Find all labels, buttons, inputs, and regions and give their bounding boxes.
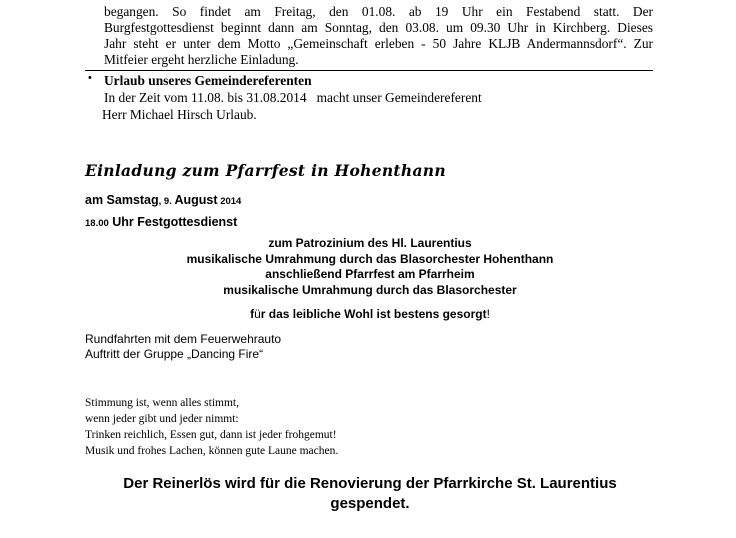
urlaub-text-line: Herr Michael Hirsch Urlaub. — [102, 107, 257, 122]
catering-text: ü — [254, 307, 261, 321]
poem — [85, 395, 338, 459]
paragraph-line: Mitfeier ergeht herzliche Einladung. — [104, 52, 299, 67]
time-text: Uhr Festgottesdienst — [108, 215, 238, 229]
date-prefix: am Samstag — [85, 193, 159, 207]
program-line: zum Patrozinium des Hl. Laurentius — [268, 236, 472, 250]
time-value: 18.00 — [85, 218, 109, 229]
paragraph-line: Jahr steht er unter dem Motto „Gemeinschaft erleben - 50 Jahre KLJB Andermannsdorf“. Zur — [104, 36, 653, 51]
poem-line: wenn jeder gibt und jeder nimmt: — [85, 413, 239, 425]
closing-line: gespendet. — [330, 495, 410, 512]
catering-text: r das leibliche Wohl ist bestens gesorgt — [260, 307, 487, 321]
date-year: 2014 — [217, 196, 242, 207]
urlaub-text-line: In der Zeit vom 11.08. bis 31.08.2014 macht unser Gemeindereferent — [104, 90, 482, 105]
program-line: anschließend Pfarrfest am Pfarrheim — [265, 267, 475, 281]
date-day: , 9. — [158, 196, 175, 207]
closing-statement — [60, 474, 680, 514]
catering-text: f — [250, 307, 255, 321]
extra-activity: Auftritt der Gruppe „Dancing Fire“ — [85, 347, 264, 361]
poem-line: Trinken reichlich, Essen gut, dann ist jeder frohgemut! — [85, 429, 337, 441]
poem-line: Musik und frohes Lachen, können gute Laune machen. — [85, 445, 339, 457]
section-divider — [85, 70, 653, 71]
invitation-title: Einladung zum Pfarrfest in Hohenthann — [85, 161, 446, 180]
poem-line: Stimmung ist, wenn alles stimmt, — [85, 397, 239, 409]
paragraph-line: Burgfestgottesdienst beginnt dann am Sonntag, den 03.08. um 09.30 Uhr in Kirchberg. Dieses — [104, 20, 653, 35]
paragraph-line: begangen. So findet am Freitag, den 01.08. ab 19 Uhr ein Festabend statt. Der — [104, 4, 653, 19]
catering-note — [100, 307, 640, 321]
event-date — [85, 193, 241, 207]
date-month: August — [174, 193, 218, 207]
program-block — [100, 236, 640, 298]
program-line: musikalische Umrahmung durch das Blasorchester — [223, 282, 517, 297]
urlaub-heading: Urlaub unseres Gemeindereferenten — [104, 73, 312, 88]
bullet-icon: • — [88, 72, 92, 84]
event-time — [85, 215, 237, 229]
extra-activity: Rundfahrten mit dem Feuerwehrauto — [85, 332, 282, 346]
closing-line: Der Reinerlös wird für die Renovierung der Pfarrkirche St. Laurentius — [123, 475, 617, 492]
catering-text: ! — [486, 307, 490, 321]
program-line: musikalische Umrahmung durch das Blasorchester Hohenthann — [186, 251, 554, 266]
festival-paragraph — [104, 4, 653, 68]
